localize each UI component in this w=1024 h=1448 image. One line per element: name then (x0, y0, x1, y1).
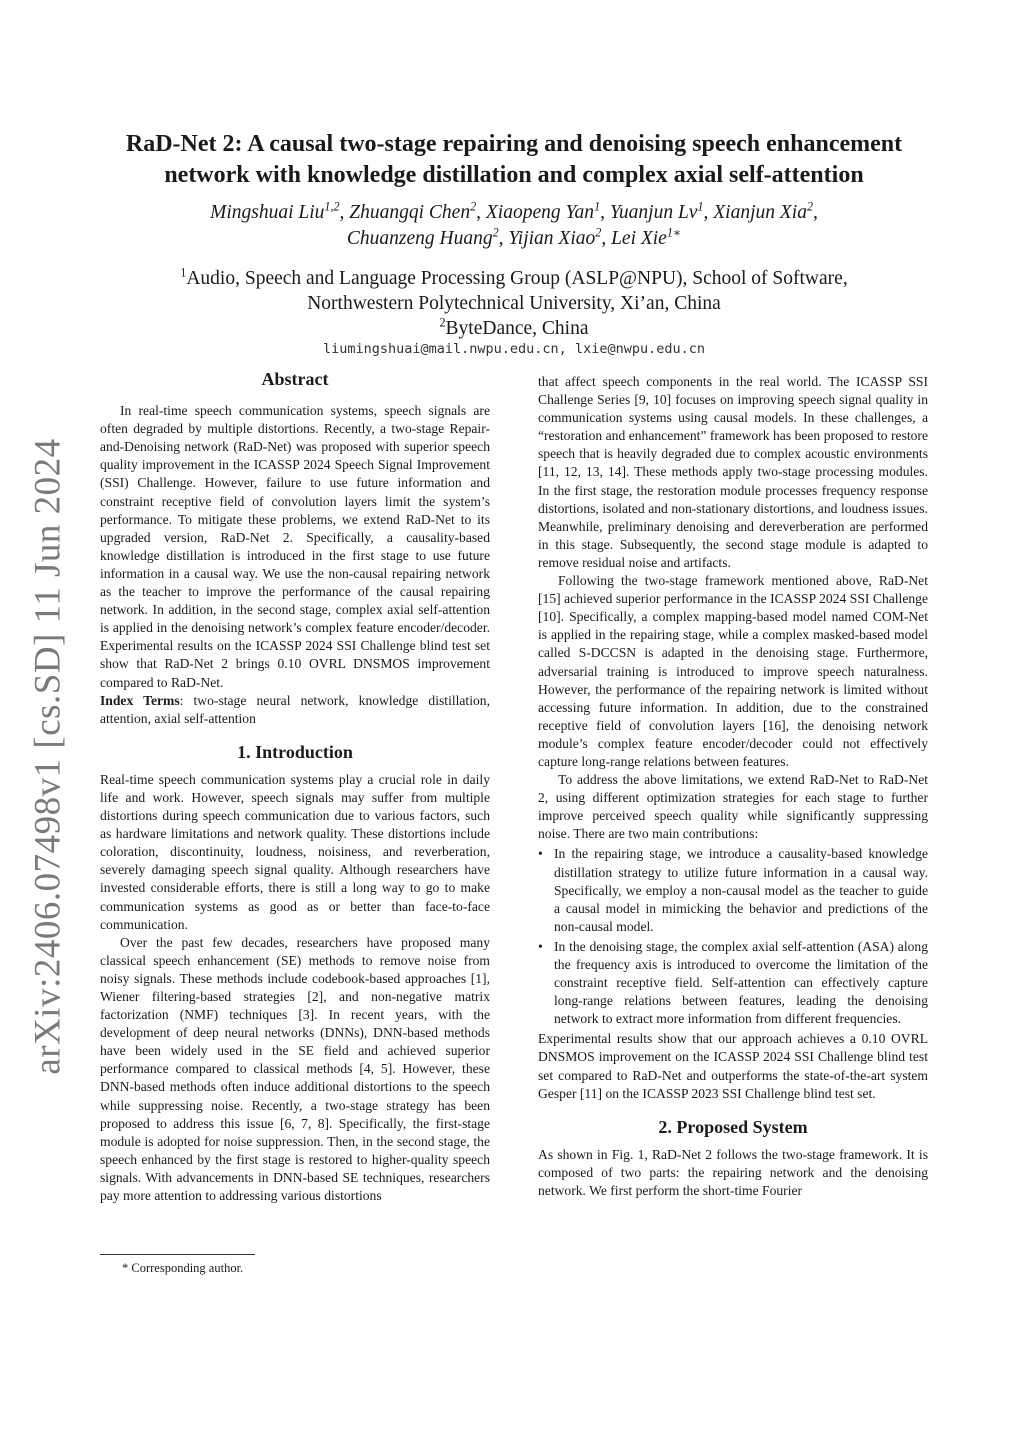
section-heading-introduction: 1. Introduction (237, 741, 353, 762)
index-terms-text: : two-stage neural network, knowledge distillation, attention, axial self-attention (100, 692, 490, 726)
author-affiliation-marker: 2 (806, 199, 814, 214)
intro-paragraph-3: that affect speech components in the real world. The ICASSP SSI Challenge Series [9, 10] focuses on improving speech signal quality in communication systems using causal models. In these challenges, a “restoration and enhancement” framework has been proposed to restore speech that is heavily degraded due to complex acoustic environments [11, 12, 13, 14]. These methods apply two-stage processing modules. In the first stage, the restoration module processes frequency response distortions, isolated and non-stationary distortions, and loudness issues. Meanwhile, preliminary denoising and dereverberation are performed in this stage. Subsequently, the second stage module is adapted to remove residual noise and artifacts. (538, 374, 928, 570)
right-column (538, 373, 928, 1200)
bullet-marker: • (538, 846, 543, 862)
affiliation-1-line-2: Northwestern Polytechnical University, Xi’an, China (307, 293, 721, 314)
author-name: Lei Xie (611, 228, 667, 249)
abstract (100, 402, 490, 728)
section-heading-proposed-system: 2. Proposed System (658, 1116, 808, 1137)
author-name: Chuanzeng Huang (346, 228, 493, 249)
affiliation-2 (100, 316, 928, 341)
author-affiliation-marker: 1 (697, 199, 704, 214)
index-terms (100, 692, 490, 728)
author-affiliation-marker: 1 (594, 199, 601, 214)
contribution-list (538, 845, 928, 1028)
paper-title: RaD-Net 2: A causal two-stage repairing and denoising speech enhancement network with knowledge distillation and complex axial self-attention (125, 131, 903, 188)
contribution-text-2: In the denoising stage, the complex axial self-attention (ASA) along the frequency axis is introduced to overcome the limitation of the constraint receptive field. Self-attention can effectively capture long-range relations between features, leading the denoising network to extract more information from different frequencies. (554, 938, 928, 1027)
contribution-item (538, 938, 928, 1028)
author-separator: , (498, 228, 509, 249)
intro-paragraph-4: Following the two-stage framework mentioned above, RaD-Net [15] achieved superior performance in the ICASSP 2024 SSI Challenge [10]. Specifically, a complex mapping-based model named COM-Net is applied in the repairing stage, while a complex masked-based model called S-DCCSN is adapted in the denoising stage. Furthermore, adversarial training is introduced to improve speech naturalness. However, the performance of the repairing network is limited without accessing future information. In addition, due to the constrained receptive field of convolution layers [16], the denoising network module’s complex feature encoder/decoder could not effectively capture long-range relations between features. (538, 573, 928, 769)
affiliation-2-text: ByteDance, China (445, 318, 589, 339)
author-separator: , (600, 202, 610, 223)
intro-paragraph-2: Over the past few decades, researchers have proposed many classical speech enhancement (SE) methods to remove noise from noisy signals. These methods include codebook-based approaches [1], Wiener filtering-based strategies [2], and non-negative matrix factorization (NMF) techniques [3]. In recent years, with the development of deep neural networks (DNNs), DNN-based methods have been widely used in the SE field and achieved superior performance compared to classical methods [4, 5]. However, these DNN-based methods often induce additional distortions to the speech while suppressing noise. Recently, a two-stage strategy has been proposed to address this issue [6, 7, 8]. Specifically, the first-stage module is adopted for noise suppression. Then, in the second stage, the speech enhanced by the first stage is restored to higher-quality speech signals. With advancements in DNN-based SE techniques, researchers pay more attention to addressing various distortions (100, 934, 490, 1204)
author-line-1 (100, 200, 928, 226)
author-emails: liumingshuai@mail.nwpu.edu.cn, lxie@nwpu.edu.cn (322, 341, 705, 357)
author-name: Yijian Xiao (508, 228, 596, 249)
affiliation-1-line-1: Audio, Speech and Language Processing Group (ASLP@NPU), School of Software, (186, 268, 848, 289)
author-name: Mingshuai Liu (210, 202, 325, 223)
author-name: Yuanjun Lv (609, 202, 698, 223)
arxiv-identifier-text: arXiv:2406.07498v1 [cs.SD] 11 Jun 2024 (27, 437, 69, 1075)
author-affiliation-marker: 2 (595, 225, 602, 240)
arxiv-identifier (18, 437, 78, 1075)
author-affiliation-marker: 1∗ (666, 225, 682, 240)
intro-paragraph-1: Real-time speech communication systems play a crucial role in daily life and work. However, speech signals may suffer from multiple distortions during speech communication due to various factors, such as hardware limitations and network quality. These distortions include coloration, discontinuity, loudness, noisiness, and reverberation, severely damaging speech signal quality. Although researchers have invested considerable efforts, there is still a long way to go to make communication systems as good as or better than face-to-face communication. (100, 771, 490, 932)
contribution-item (538, 845, 928, 935)
index-terms-label: Index Terms (100, 692, 180, 708)
author-separator: , (476, 202, 486, 223)
author-name: Xiaopeng Yan (485, 202, 595, 223)
author-name: Zhuangqi Chen (349, 202, 471, 223)
intro-paragraph-5: To address the above limitations, we extend RaD-Net to RaD-Net 2, using different optimization strategies for each stage to further improve perceived speech quality while significantly suppressing noise. There are two main contributions: (538, 772, 928, 842)
author-affiliation-marker: 1,2 (324, 199, 340, 214)
proposed-paragraph-1: As shown in Fig. 1, RaD-Net 2 follows the two-stage framework. It is composed of two parts: the repairing network and the denoising network. We first perform the short-time Fourier (538, 1146, 928, 1199)
author-line-2 (100, 226, 928, 252)
abstract-heading: Abstract (261, 369, 329, 389)
affiliation-1-marker: 1 (180, 265, 187, 280)
author-name: Xianjun Xia (713, 202, 807, 223)
left-column (100, 370, 490, 1205)
author-separator: , (339, 202, 350, 223)
author-affiliation-marker: 2 (492, 225, 499, 240)
affiliations (100, 266, 928, 341)
bullet-marker: • (538, 938, 543, 954)
author-list (100, 200, 928, 252)
author-separator: , (601, 228, 612, 249)
contribution-text-1: In the repairing stage, we introduce a causality-based knowledge distillation strategy to utilize future information in a causal way. Specifically, we employ a non-causal model as the teacher to guide a causal model in mimicking the behavior and predictions of the non-causal model. (554, 846, 928, 934)
affiliation-2-marker: 2 (439, 315, 446, 330)
abstract-text: In real-time speech communication systems, speech signals are often degraded by multiple distortions. Recently, a two-stage Repair-and-Denoising network (RaD-Net) was proposed with superior speech quality improvement in the ICASSP 2024 Speech Signal Improvement (SSI) Challenge. However, failure to use future information and constraint receptive field of convolution layers limit the system’s performance. To mitigate these problems, we extend RaD-Net to its upgraded version, RaD-Net 2. Specifically, a causality-based knowledge distillation is introduced in the first stage to use future information in a causal way. We use the non-causal repairing network as the teacher to improve the performance of the causal repairing network. In addition, in the second stage, complex axial self-attention is applied in the denoising network’s complex feature encoder/decoder. Experimental results on the ICASSP 2024 SSI Challenge blind test set show that RaD-Net 2 brings 0.10 OVRL DNSMOS improvement compared to RaD-Net. (100, 403, 490, 690)
footnote-divider (100, 1254, 255, 1255)
intro-paragraph-6: Experimental results show that our approach achieves a 0.10 OVRL DNSMOS improvement on the ICASSP 2024 SSI Challenge blind test set compared to RaD-Net and outperforms the state-of-the-art system Gesper [11] on the ICASSP 2023 SSI Challenge blind test set. (538, 1031, 928, 1101)
author-separator: , (813, 202, 818, 223)
author-separator: , (703, 202, 714, 223)
affiliation-1 (100, 266, 928, 291)
author-affiliation-marker: 2 (470, 199, 477, 214)
footnote: * Corresponding author. (122, 1261, 244, 1275)
